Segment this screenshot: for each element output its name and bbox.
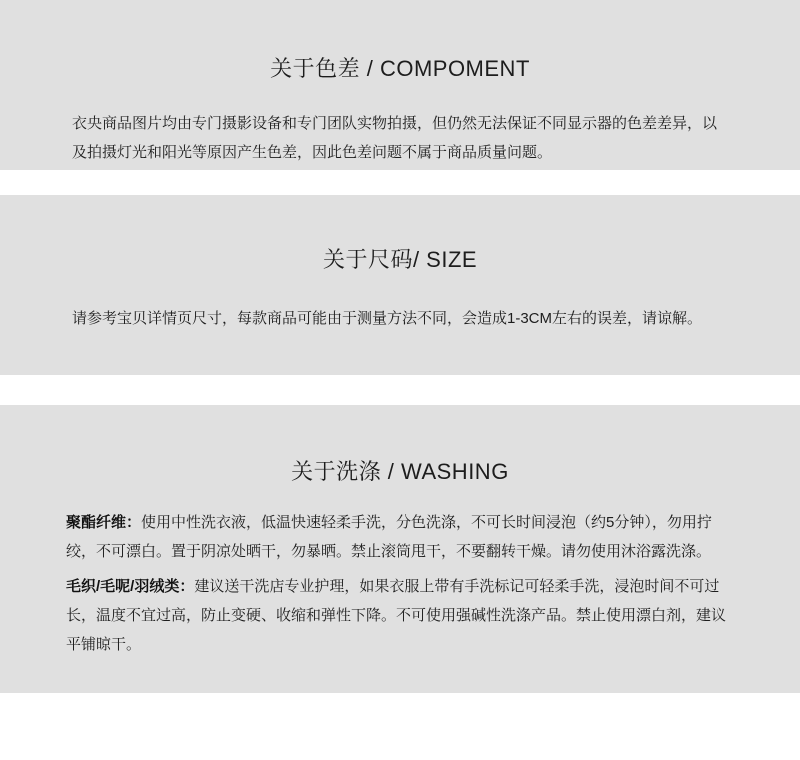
section-title-color-difference: 关于色差 / COMPOMENT (270, 56, 530, 81)
washing-text-wool: 建议送干洗店专业护理，如果衣服上带有手洗标记可轻柔手洗，浸泡时间不可过长，温度不宜过高，防止变硬、收缩和弹性下降。不可使用强碱性洗涤产品。禁止使用漂白剂，建议平铺晾干。 (66, 578, 727, 653)
washing-text-polyester: 使用中性洗衣液，低温快速轻柔手洗，分色洗涤，不可长时间浸泡（约5分钟），勿用拧绞，不可漂白。置于阴凉处晒干，勿暴晒。禁止滚筒甩干，不要翻转干燥。请勿使用沐浴露洗涤。 (66, 514, 712, 560)
washing-block-wool (66, 572, 734, 659)
washing-label-wool: 毛织/毛呢/羽绒类： (66, 578, 195, 595)
section-washing (0, 405, 800, 693)
page-bottom-spacer (0, 693, 800, 760)
section-color-difference (0, 0, 800, 170)
section-body-color-difference: 衣央商品图片均由专门摄影设备和专门团队实物拍摄，但仍然无法保证不同显示器的色差差异，以及拍摄灯光和阳光等原因产生色差，因此色差问题不属于商品质量问题。 (72, 115, 718, 161)
section-body-size: 请参考宝贝详情页尺寸，每款商品可能由于测量方法不同，会造成1-3CM左右的误差，请谅解。 (72, 310, 703, 327)
washing-label-polyester: 聚酯纤维： (66, 514, 142, 531)
section-size (0, 195, 800, 375)
washing-block-polyester (66, 508, 734, 566)
section-title-washing: 关于洗涤 / WASHING (291, 459, 509, 484)
section-body-washing (0, 486, 800, 659)
section-title-size: 关于尺码/ SIZE (322, 247, 478, 272)
